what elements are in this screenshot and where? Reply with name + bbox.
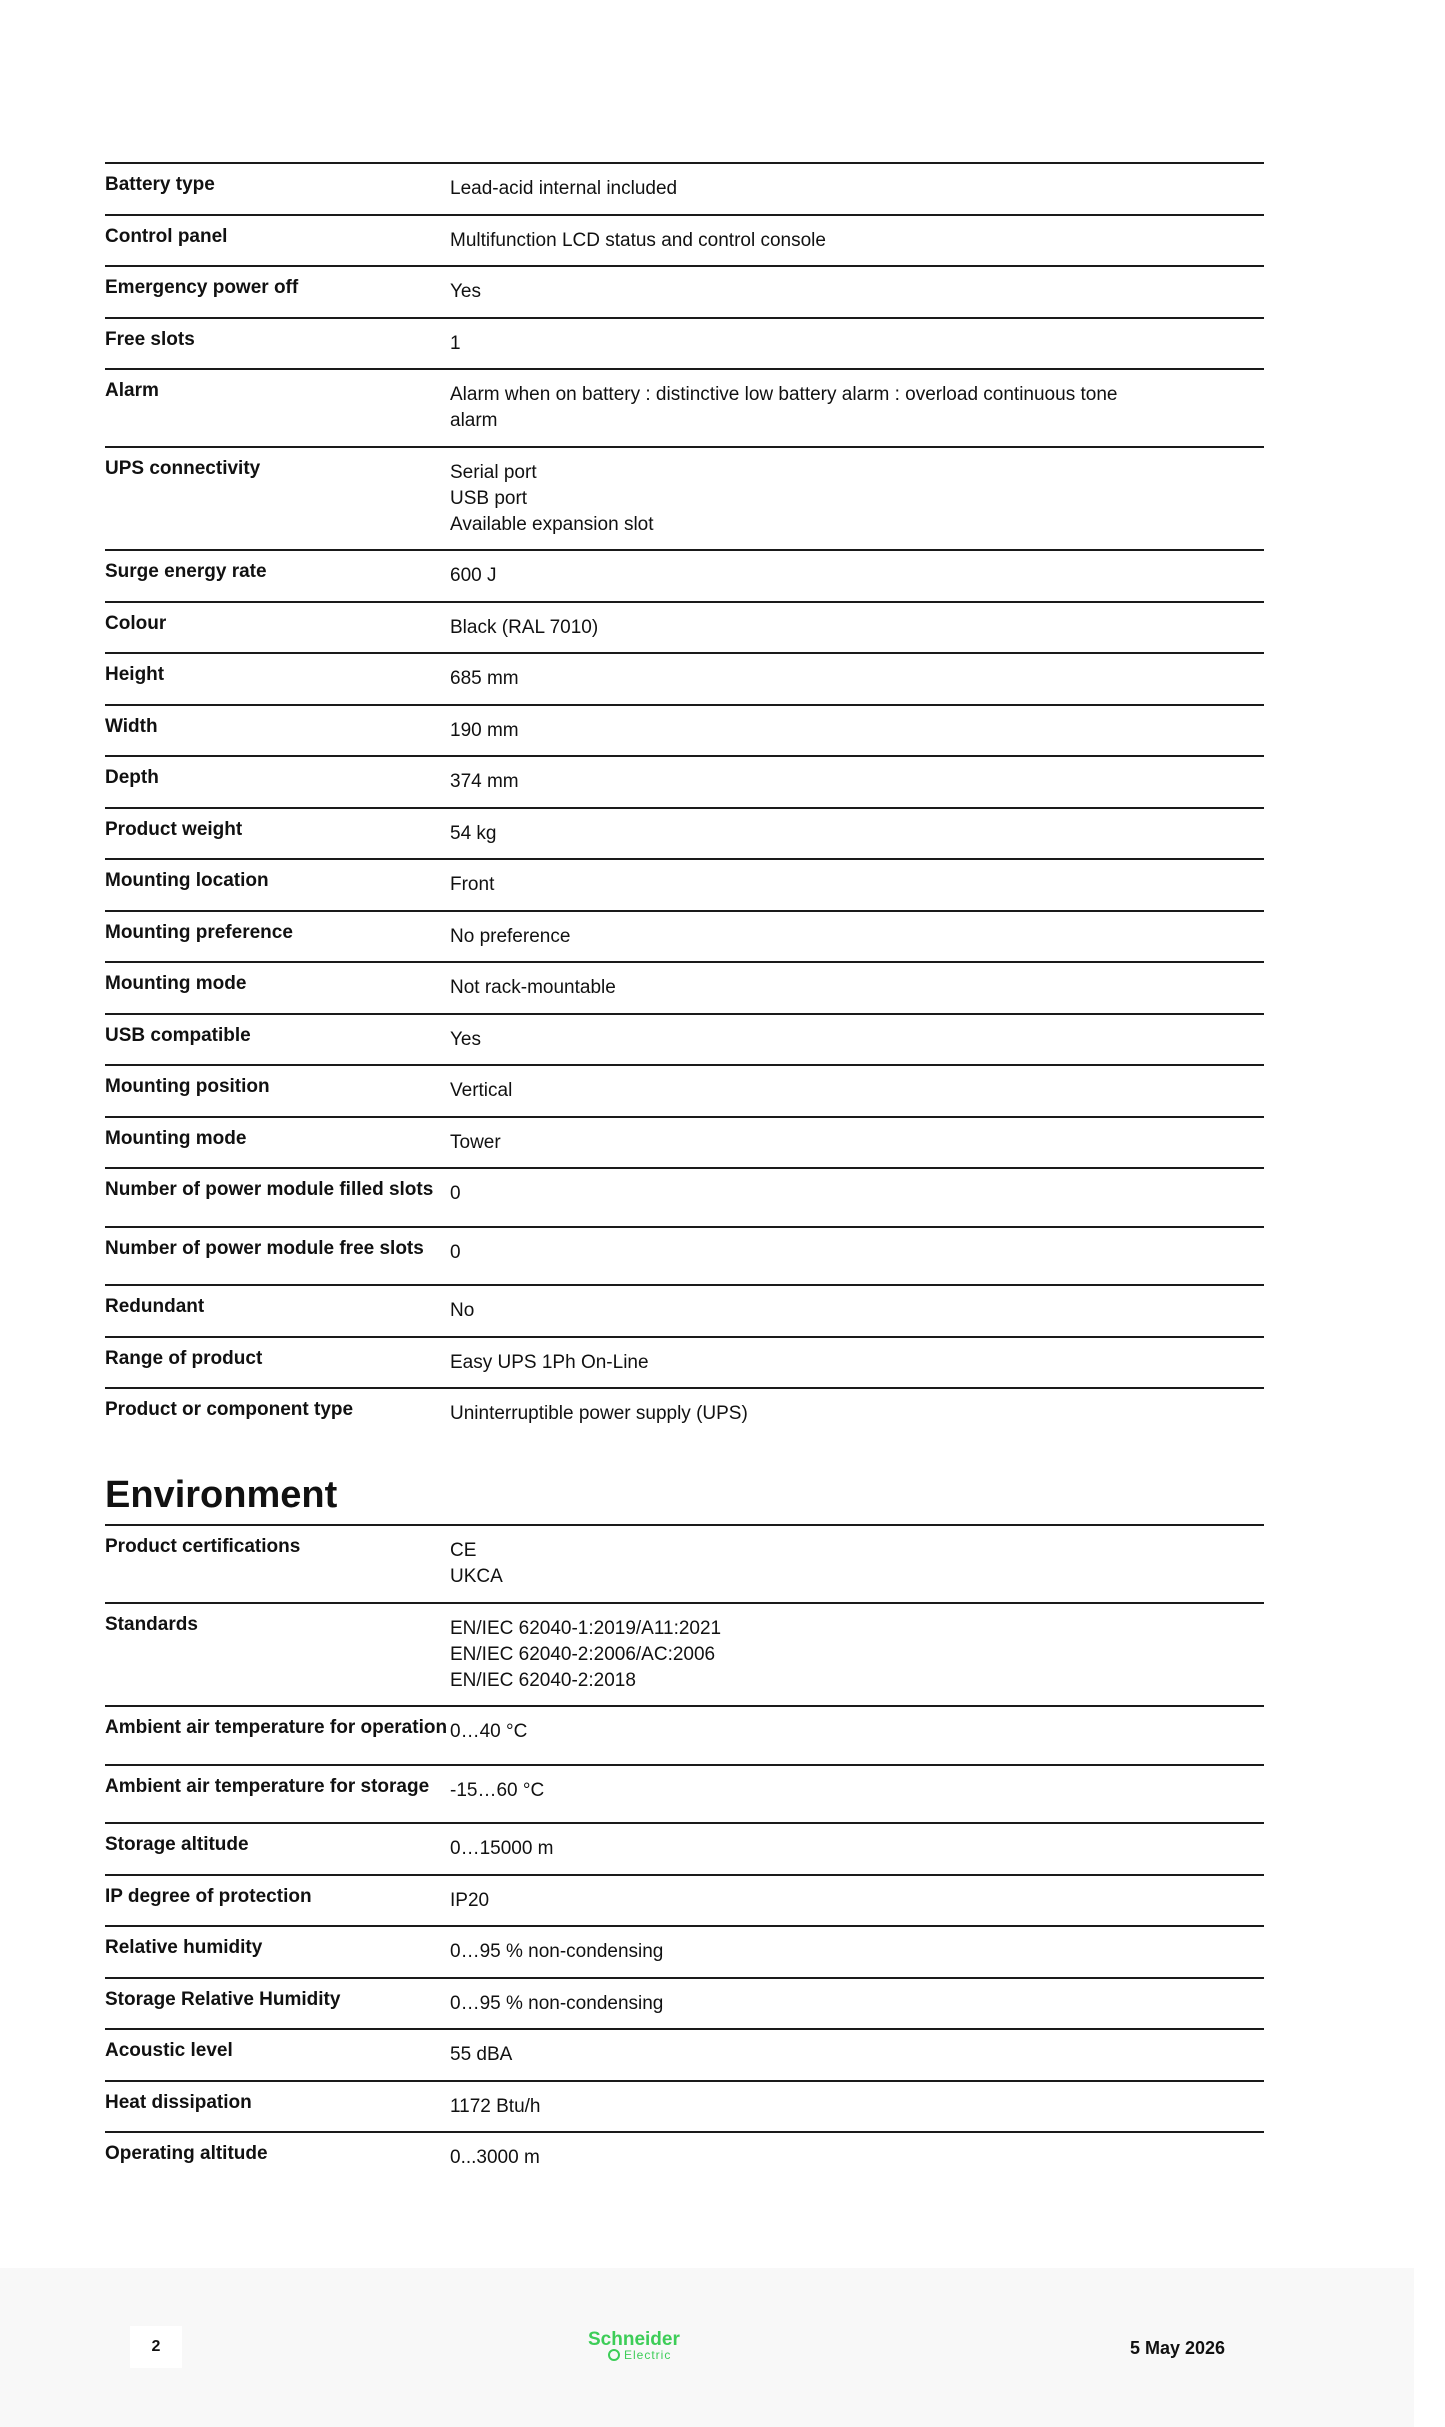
spec-row — [105, 1167, 1264, 1226]
spec-row — [105, 755, 1264, 807]
spec-value-line: No — [450, 1300, 475, 1321]
spec-row — [105, 2131, 1264, 2183]
spec-label: Width — [105, 716, 158, 737]
spec-value-line: EN/IEC 62040-1:2019/A11:2021 — [450, 1618, 722, 1639]
spec-value-line: 1 — [450, 333, 461, 354]
spec-label: Colour — [105, 613, 167, 634]
spec-value — [450, 1169, 1264, 1226]
spec-row — [105, 2080, 1264, 2131]
spec-value-line: Alarm when on battery : distinctive low battery alarm : overload continuous tone — [450, 384, 1118, 405]
spec-label: Free slots — [105, 329, 195, 350]
spec-value-line: 600 J — [450, 565, 497, 586]
spec-value-line: Vertical — [450, 1080, 513, 1101]
spec-value — [450, 164, 1264, 214]
spec-label: IP degree of protection — [105, 1886, 312, 1907]
spec-row — [105, 910, 1264, 961]
spec-value-line: 0…95 % non-condensing — [450, 1993, 664, 2014]
spec-value-line: 0…15000 m — [450, 1838, 554, 1859]
logo-mark-icon — [609, 2350, 619, 2360]
spec-label: Depth — [105, 767, 159, 788]
spec-label: Mounting position — [105, 1076, 270, 1097]
spec-row — [105, 1705, 1264, 1764]
spec-value — [450, 1015, 1264, 1064]
spec-label: Mounting location — [105, 870, 269, 891]
spec-row — [105, 446, 1264, 549]
spec-label: Standards — [105, 1614, 198, 1635]
spec-value — [450, 216, 1264, 265]
spec-value-line: Tower — [450, 1132, 501, 1153]
spec-value-line: UKCA — [450, 1566, 503, 1587]
spec-value-line: EN/IEC 62040-2:2018 — [450, 1670, 636, 1691]
spec-row — [105, 2028, 1264, 2080]
spec-value — [450, 963, 1264, 1013]
spec-row — [105, 1284, 1264, 1336]
spec-label: Alarm — [105, 380, 159, 401]
spec-label: Number of power module free slots — [105, 1238, 424, 1259]
spec-value-line: 0 — [450, 1242, 461, 1263]
spec-value — [450, 551, 1264, 601]
spec-label: Mounting mode — [105, 1128, 247, 1149]
spec-label: Acoustic level — [105, 2040, 233, 2061]
spec-label: Storage Relative Humidity — [105, 1989, 341, 2010]
spec-row — [105, 1116, 1264, 1167]
spec-value — [450, 1876, 1264, 1925]
spec-value-line: Multifunction LCD status and control console — [450, 230, 826, 251]
logo-subtitle: Electric — [624, 2348, 672, 2362]
spec-label: USB compatible — [105, 1025, 251, 1046]
spec-value-line: CE — [450, 1540, 477, 1561]
spec-row — [105, 162, 1264, 214]
spec-value-line: 0 — [450, 1183, 461, 1204]
document-date: 5 May 2026 — [1130, 2338, 1226, 2358]
spec-row — [105, 1874, 1264, 1925]
spec-label: Ambient air temperature for operation — [105, 1717, 448, 1738]
schneider-electric-logo — [588, 2327, 698, 2363]
spec-value — [450, 1066, 1264, 1116]
spec-label: Heat dissipation — [105, 2092, 252, 2113]
spec-value — [450, 1604, 1264, 1705]
spec-value-line: Yes — [450, 1029, 481, 1050]
spec-value — [450, 1118, 1264, 1167]
spec-value-line: Front — [450, 874, 495, 895]
spec-value-line: IP20 — [450, 1890, 490, 1911]
spec-row — [105, 1977, 1264, 2028]
spec-row — [105, 1524, 1264, 1602]
spec-row — [105, 1226, 1264, 1284]
spec-value-line: Black (RAL 7010) — [450, 617, 599, 638]
spec-label: Range of product — [105, 1348, 263, 1369]
spec-value-line: Yes — [450, 281, 481, 302]
spec-label: Number of power module filled slots — [105, 1179, 434, 1200]
spec-value-line: -15…60 °C — [450, 1780, 545, 1801]
spec-row — [105, 1064, 1264, 1116]
spec-label: Product or component type — [105, 1399, 354, 1420]
spec-label: Product weight — [105, 819, 243, 840]
spec-value — [450, 706, 1264, 755]
spec-value-line: EN/IEC 62040-2:2006/AC:2006 — [450, 1644, 716, 1665]
spec-row — [105, 368, 1264, 446]
spec-value — [450, 654, 1264, 704]
spec-value — [450, 267, 1264, 317]
spec-value — [450, 1389, 1264, 1439]
spec-value — [450, 448, 1264, 549]
spec-row — [105, 214, 1264, 265]
spec-value — [450, 2082, 1264, 2131]
spec-value — [450, 1979, 1264, 2028]
spec-value — [450, 757, 1264, 807]
spec-row — [105, 858, 1264, 910]
environment-spec-table — [105, 1524, 1264, 2183]
spec-value-line: No preference — [450, 926, 571, 947]
section-heading: Environment — [105, 1474, 338, 1516]
spec-value-line: 374 mm — [450, 771, 519, 792]
page-number: 2 — [130, 2326, 182, 2368]
spec-value — [450, 1338, 1264, 1387]
spec-value-line: 0...3000 m — [450, 2147, 540, 2168]
logo-wordmark: Schneider — [588, 2329, 680, 2350]
spec-row — [105, 1013, 1264, 1064]
spec-row — [105, 704, 1264, 755]
spec-label: Surge energy rate — [105, 561, 267, 582]
spec-label: Relative humidity — [105, 1937, 263, 1958]
general-spec-table — [105, 162, 1264, 1439]
spec-value-line: 0…40 °C — [450, 1721, 528, 1742]
spec-row — [105, 601, 1264, 652]
spec-label: Control panel — [105, 226, 228, 247]
spec-label: Height — [105, 664, 165, 685]
spec-value — [450, 2133, 1264, 2183]
spec-value-line: 1172 Btu/h — [450, 2096, 541, 2117]
spec-row — [105, 961, 1264, 1013]
spec-label: Operating altitude — [105, 2143, 268, 2164]
spec-value-line: alarm — [450, 410, 498, 431]
spec-row — [105, 652, 1264, 704]
spec-value-line: 54 kg — [450, 823, 497, 844]
spec-row — [105, 1764, 1264, 1822]
spec-value — [450, 809, 1264, 858]
spec-value-line: Lead-acid internal included — [450, 178, 678, 199]
spec-value — [450, 1526, 1264, 1602]
spec-value-line: Easy UPS 1Ph On-Line — [450, 1352, 649, 1373]
spec-row — [105, 1822, 1264, 1874]
spec-value-line: 190 mm — [450, 720, 519, 741]
spec-label: Redundant — [105, 1296, 205, 1317]
spec-value-line: Serial port — [450, 462, 537, 483]
spec-value — [450, 912, 1264, 961]
spec-label: Product certifications — [105, 1536, 301, 1557]
spec-row — [105, 807, 1264, 858]
spec-row — [105, 549, 1264, 601]
spec-value — [450, 370, 1264, 446]
spec-row — [105, 1925, 1264, 1977]
spec-row — [105, 317, 1264, 368]
spec-value — [450, 2030, 1264, 2080]
spec-value-line: USB port — [450, 488, 528, 509]
spec-label: Storage altitude — [105, 1834, 249, 1855]
spec-row — [105, 1602, 1264, 1705]
spec-value-line: Available expansion slot — [450, 514, 654, 535]
spec-label: UPS connectivity — [105, 458, 261, 479]
spec-row — [105, 1387, 1264, 1439]
spec-label: Mounting mode — [105, 973, 247, 994]
page-footer — [0, 2268, 1414, 2427]
spec-row — [105, 265, 1264, 317]
spec-value — [450, 1228, 1264, 1284]
spec-value — [450, 1927, 1264, 1977]
spec-value — [450, 603, 1264, 652]
spec-row — [105, 1336, 1264, 1387]
spec-value — [450, 1286, 1264, 1336]
spec-value-line: Not rack-mountable — [450, 977, 616, 998]
spec-value-line: 55 dBA — [450, 2044, 513, 2065]
spec-value — [450, 319, 1264, 368]
spec-value — [450, 1707, 1264, 1764]
spec-value — [450, 1766, 1264, 1822]
spec-label: Emergency power off — [105, 277, 299, 298]
spec-label: Battery type — [105, 174, 215, 195]
spec-value-line: 685 mm — [450, 668, 519, 689]
spec-label: Ambient air temperature for storage — [105, 1776, 430, 1797]
spec-label: Mounting preference — [105, 922, 293, 943]
spec-value — [450, 1824, 1264, 1874]
spec-value-line: 0…95 % non-condensing — [450, 1941, 664, 1962]
spec-value-line: Uninterruptible power supply (UPS) — [450, 1403, 748, 1424]
spec-value — [450, 860, 1264, 910]
